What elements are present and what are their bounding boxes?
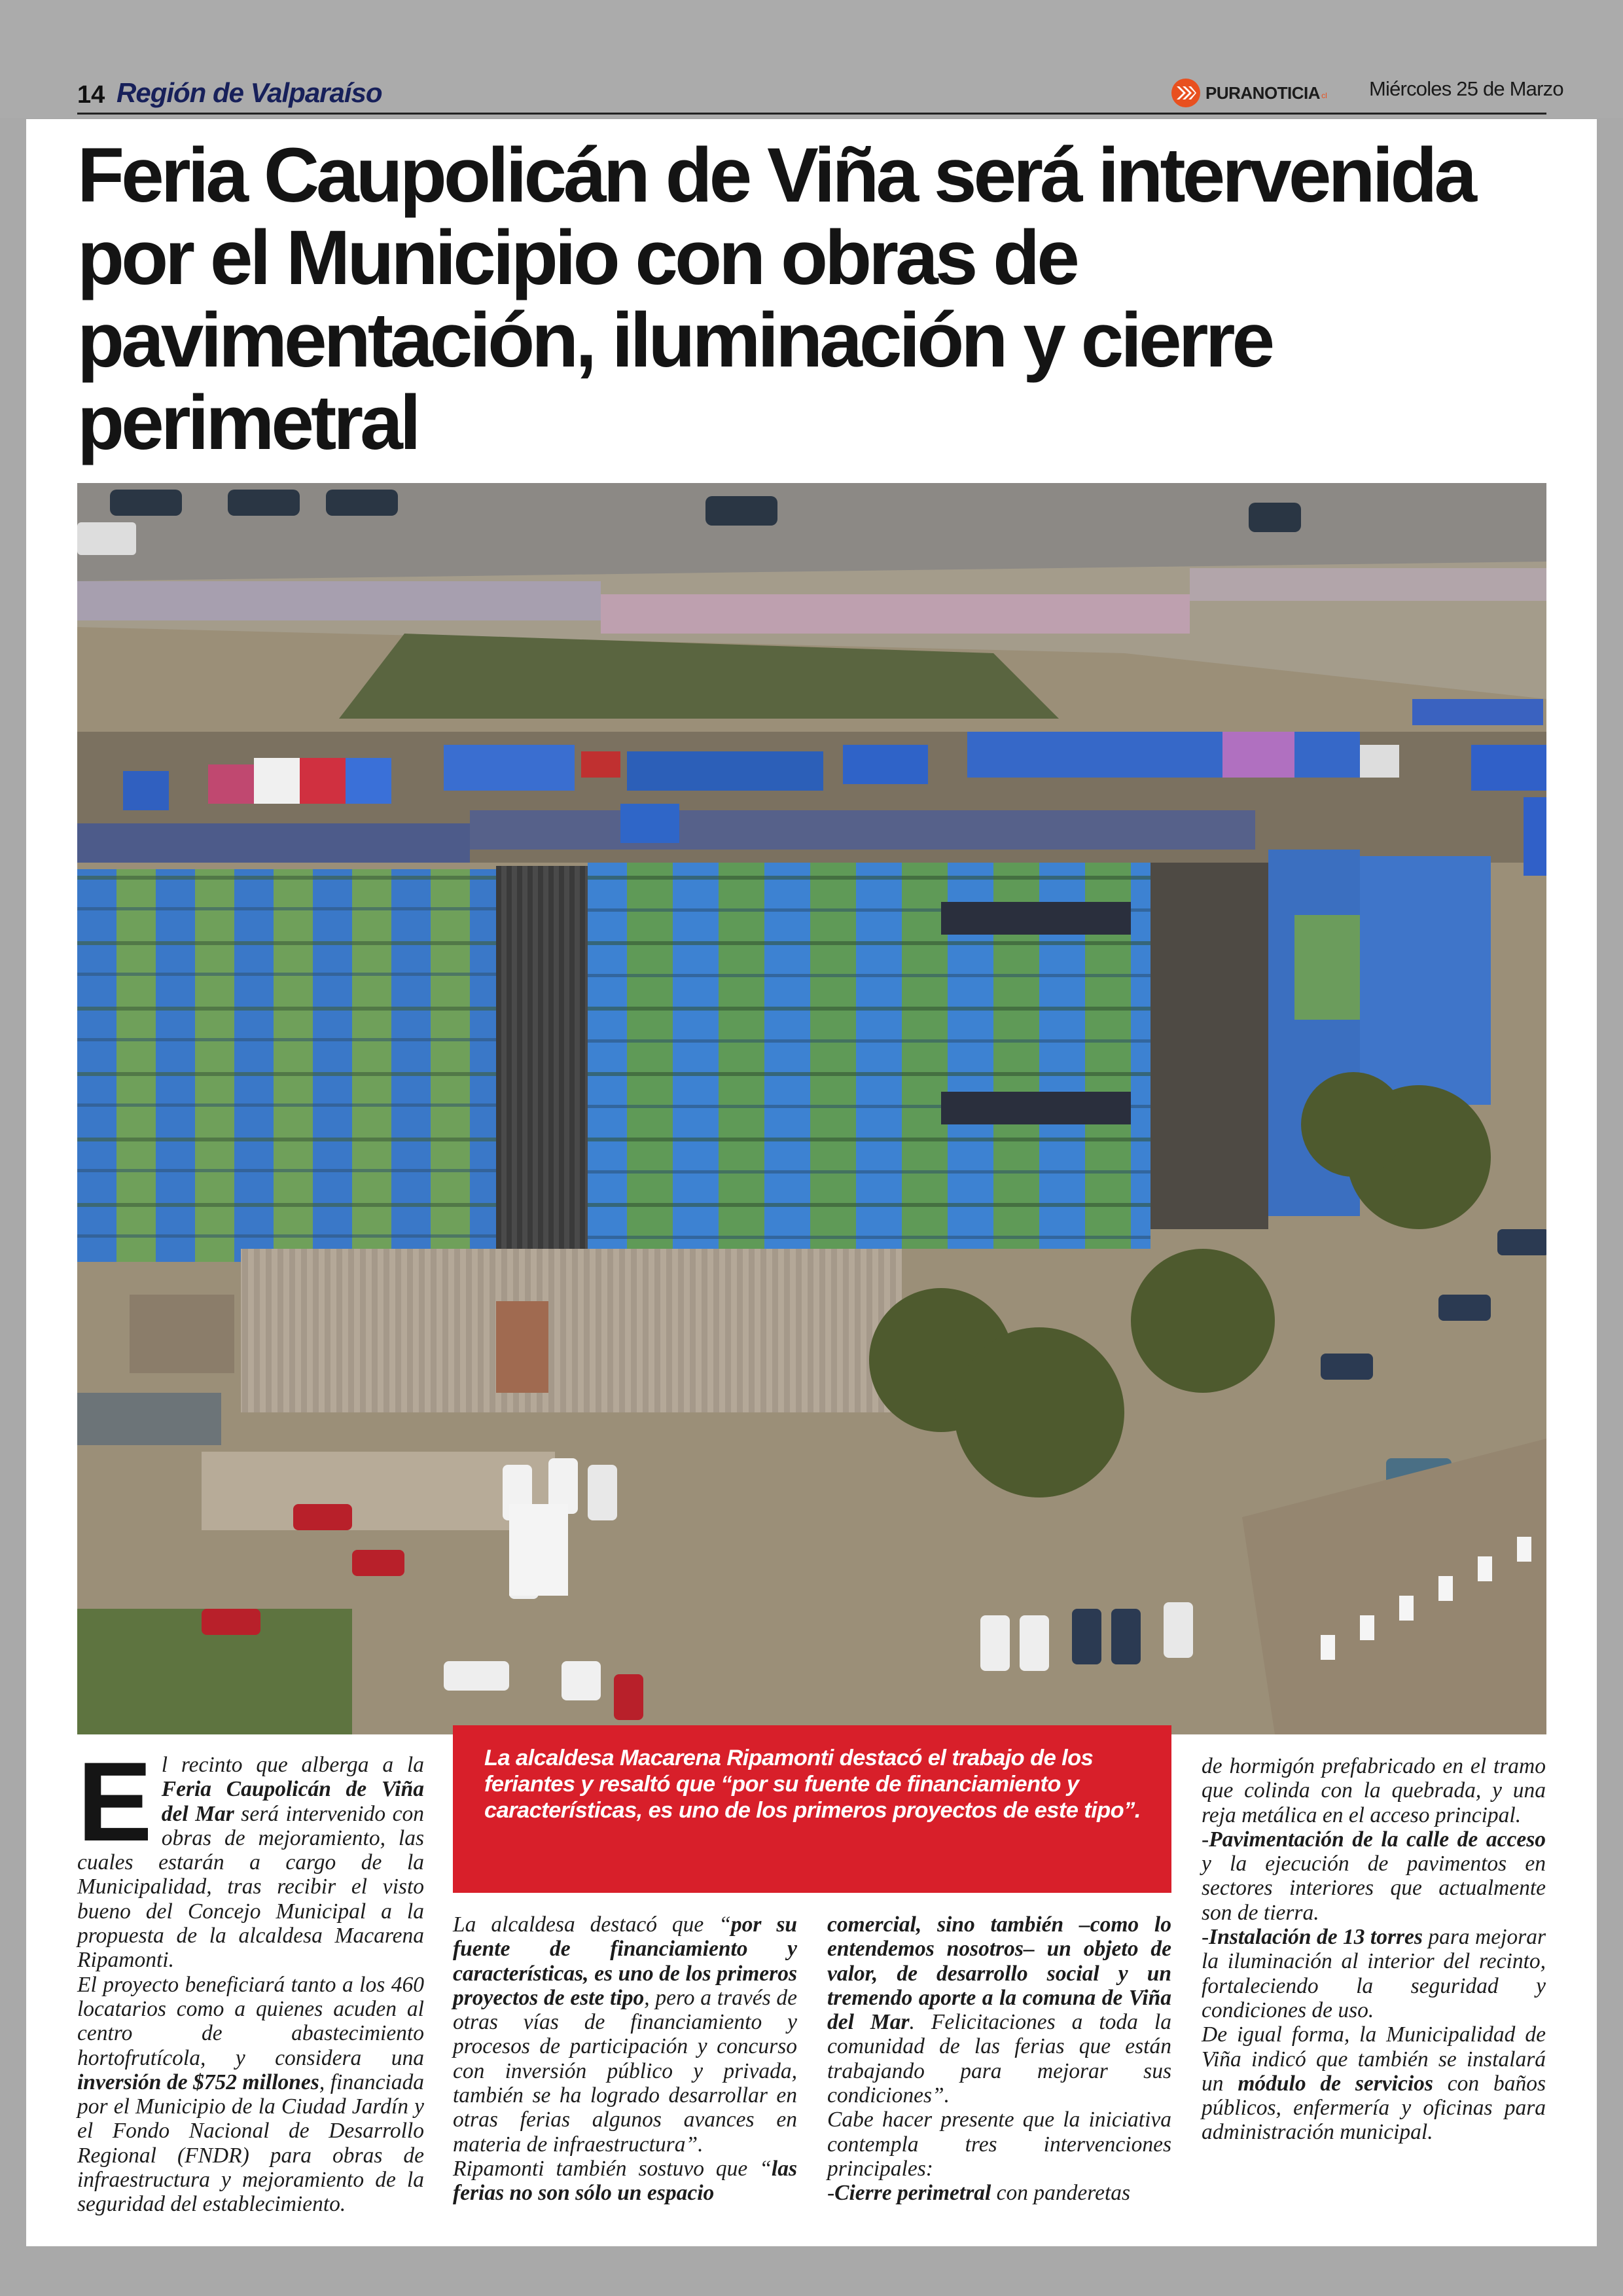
article-col-1 (77, 1739, 424, 2217)
text-run: para mejorar la iluminación al interior del recinto, fortaleciendo la seguridad y condiciones de uso. (1202, 1925, 1546, 2022)
text-run: con baños públicos, enfermería y oficinas para administración municipal. (1202, 2071, 1546, 2145)
text-run: La alcaldesa destacó que “ (453, 1912, 731, 1937)
text-run: De igual forma, la Municipalidad de Viña indicó que también se instalará un (1202, 2022, 1546, 2096)
bold-text: Cierre perimetral (834, 2181, 991, 2206)
bold-text: por su fuente de financiamiento y características, es uno de los primeros proyectos de este tipo (453, 1912, 797, 2010)
text-run: - (1202, 1925, 1209, 1950)
pull-quote-text: La alcaldesa Macarena Ripamonti destacó el trabajo de los feriantes y resaltó que “por su fuente de financiamiento y características, es uno de los primeros proyectos de este tipo”. (484, 1746, 1141, 1823)
text-run: El proyecto beneficiará tanto a los 460 locatarios como a quienes acuden al centro de abastecimiento hortofrutícola, y considera una (77, 1972, 424, 2070)
brand-logo (1171, 77, 1327, 109)
bold-text: Pavimentación de la calle de acceso (1209, 1827, 1546, 1852)
text-run: será intervenido con obras de mejoramiento, las cuales estarán a cargo de la Municipalidad, tras recibir el visto bueno del Concejo Municipal a la propuesta de la alcaldesa Macarena Ripamonti. (77, 1801, 424, 1973)
text-run: . Felicitaciones a toda la comunidad de las ferias que están trabajando para mejorar sus condiciones”. (827, 2010, 1171, 2108)
issue-date: Miércoles 25 de Marzo (1369, 77, 1563, 100)
bold-text: las ferias no son sólo un espacio (453, 2156, 797, 2206)
section-name: Región de Valparaíso (116, 77, 382, 108)
paragraph (453, 1912, 797, 2157)
text-run: de hormigón prefabricado en el tramo que colinda con la quebrada, y una reja metálica en el acceso principal. (1202, 1754, 1546, 1827)
page-number: 14 (77, 81, 105, 109)
paragraph (827, 2181, 1171, 2205)
paragraph (827, 2108, 1171, 2181)
article-col-4 (1202, 1754, 1546, 2145)
aerial-market-photo (77, 483, 1546, 1734)
article-col-3 (827, 1912, 1171, 2206)
text-run: l recinto que alberga a la (161, 1753, 424, 1777)
paragraph (1202, 1925, 1546, 2022)
drop-cap: E (77, 1739, 152, 1865)
text-run: con panderetas (991, 2181, 1131, 2206)
text-run: , financiada por el Municipio de la Ciudad Jardín y el Fondo Nacional de Desarrollo Regional (FNDR) para obras de infraestructura y mejoramiento de la seguridad del establecimiento. (77, 2070, 424, 2217)
paragraph (453, 2157, 797, 2206)
paragraph (1202, 1827, 1546, 1925)
paragraph (827, 1912, 1171, 2108)
text-run: Cabe hacer presente que la iniciativa contempla tres intervenciones principales: (827, 2108, 1171, 2181)
bold-text: Feria Caupolicán de Viña del Mar (161, 1777, 424, 1826)
brand-name: PURANOTICIA (1205, 82, 1321, 103)
text-run: - (1202, 1827, 1209, 1852)
brand-suffix: cl (1321, 91, 1327, 100)
paragraph (1202, 2022, 1546, 2144)
paragraph (77, 1973, 424, 2217)
header-rule (77, 113, 1546, 115)
article-headline: Feria Caupolicán de Viña será intervenida por el Municipio con obras de pavimentación, iluminación y cierre perimetral (77, 132, 1474, 466)
bold-text: comercial, sino también –como lo entendemos nosotros– un objeto de valor, de desarrollo social y un tremendo aporte a la comuna de Viña del Mar (827, 1912, 1171, 2035)
text-run: - (827, 2181, 835, 2206)
text-run: Ripamonti también sostuvo que “ (453, 2156, 772, 2181)
text-run: y la ejecución de pavimentos en sectores interiores que actualmente son de tierra. (1202, 1852, 1546, 1925)
pull-quote-box (453, 1725, 1171, 1893)
text-run: , pero a través de otras vías de financiamiento y procesos de participación y concurso con inversión público y privada, también se ha logrado desarrollar en otras ferias algunos avances en materia de infraestructura”. (453, 1985, 797, 2157)
bold-text: inversión de $752 millones (77, 2070, 319, 2094)
article-col-2 (453, 1912, 797, 2206)
bold-text: módulo de servicios (1238, 2071, 1433, 2096)
bold-text: Instalación de 13 torres (1209, 1925, 1423, 1950)
paragraph (1202, 1754, 1546, 1827)
paragraph (77, 1739, 424, 1973)
brand-arrows-icon (1171, 79, 1200, 107)
